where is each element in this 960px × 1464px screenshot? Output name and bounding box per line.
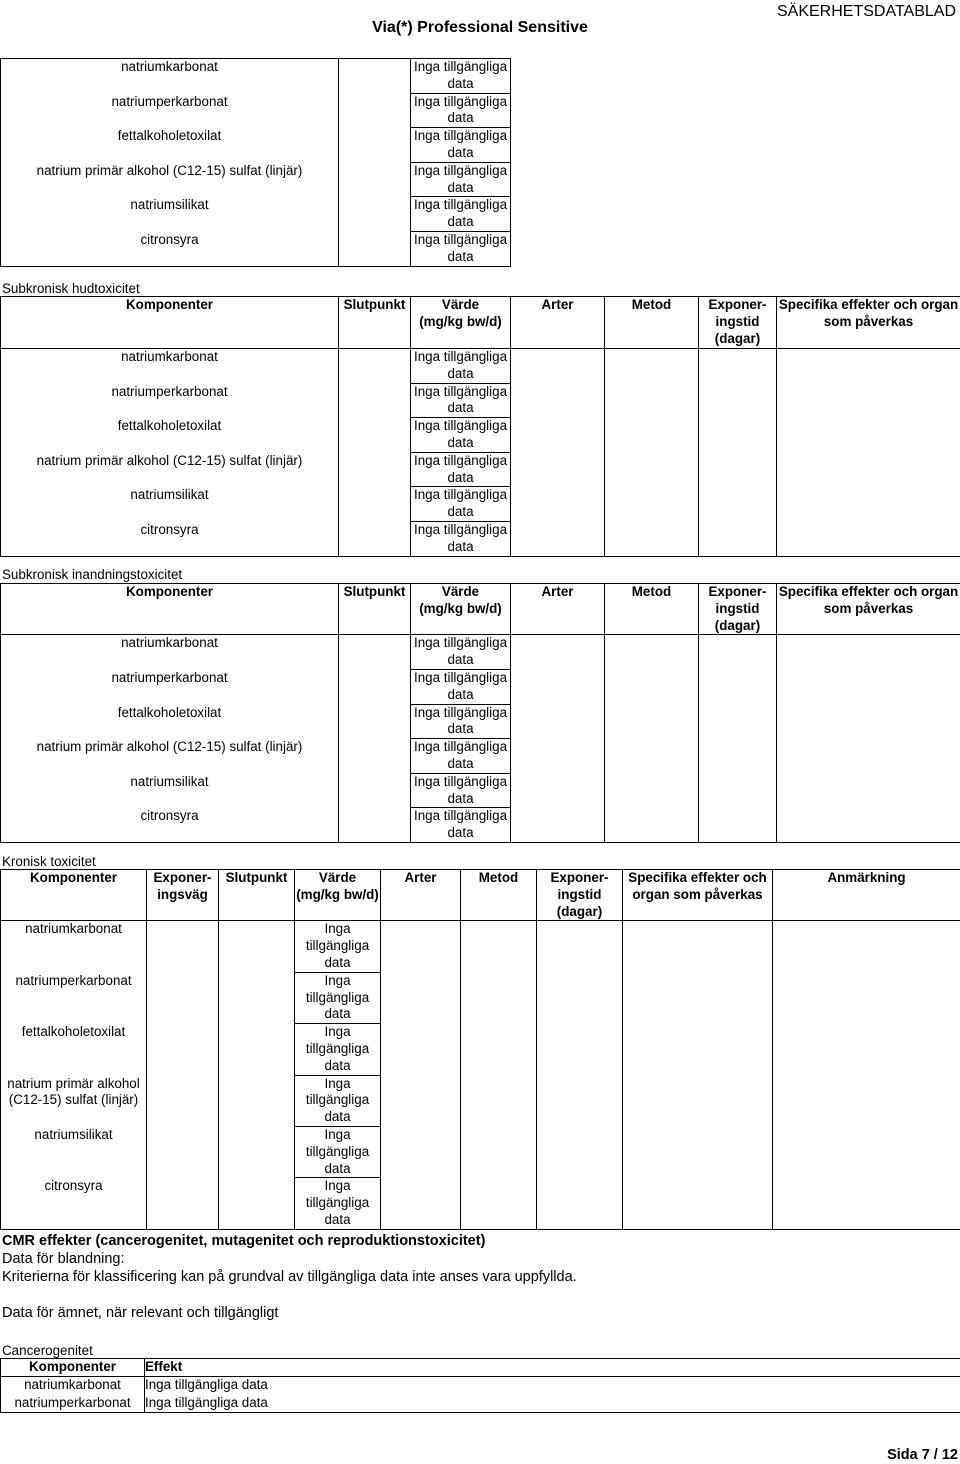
no-data-text: Inga tillgängliga — [413, 197, 508, 213]
species-cell — [381, 1075, 461, 1126]
no-data-text: data — [447, 75, 474, 91]
value-cell — [295, 921, 381, 972]
table-row — [1, 808, 960, 843]
value-cell — [411, 773, 511, 808]
method-cell — [605, 669, 699, 704]
table-row — [1, 921, 960, 972]
effects-cell — [777, 487, 960, 522]
no-data-text: Inga — [324, 921, 351, 937]
no-data-text: data — [447, 538, 474, 554]
species-cell — [511, 418, 605, 453]
no-data-text: data — [447, 686, 474, 702]
component-cell: natriumperkarbonat — [1, 1394, 145, 1412]
method-cell — [461, 921, 537, 972]
table-row — [1, 1126, 960, 1177]
table-row — [1, 521, 960, 556]
remark-cell — [773, 1178, 960, 1229]
method-cell — [605, 635, 699, 670]
no-data-text: tillgängliga — [305, 1092, 370, 1108]
component-cell: fettalkoholetoxilat — [1, 704, 339, 739]
species-cell — [511, 739, 605, 774]
value-cell — [411, 128, 511, 163]
no-data-text: Inga — [324, 1178, 351, 1194]
endpoint-cell — [339, 59, 411, 94]
no-data-text: tillgängliga — [305, 938, 370, 954]
method-cell — [605, 452, 699, 487]
cmr-heading: CMR effekter (cancerogenitet, mutagenitet och reproduktionstoxicitet) — [2, 1233, 486, 1249]
method-cell — [605, 739, 699, 774]
species-cell — [511, 704, 605, 739]
endpoint-cell — [339, 231, 411, 266]
no-data-text: data — [324, 1160, 351, 1176]
component-cell: fettalkoholetoxilat — [1, 1024, 147, 1075]
effects-cell — [623, 1126, 773, 1177]
table-row — [1, 349, 960, 384]
endpoint-cell — [339, 383, 411, 418]
no-data-text: Inga tillgängliga — [413, 231, 508, 247]
method-cell — [605, 521, 699, 556]
no-data-text: data — [447, 790, 474, 806]
component-cell: citronsyra — [1, 1178, 147, 1229]
exposure-cell — [537, 1024, 623, 1075]
value-cell — [411, 383, 511, 418]
species-cell — [511, 487, 605, 522]
no-data-text: tillgängliga — [305, 1195, 370, 1211]
no-data-text: data — [447, 469, 474, 485]
component-cell: fettalkoholetoxilat — [1, 128, 339, 163]
exposure-cell — [699, 704, 777, 739]
component-cell: natriumperkarbonat — [1, 972, 147, 1023]
component-cell: natriumkarbonat — [1, 921, 147, 972]
col-component: Komponenter — [1, 584, 339, 635]
no-data-text: Inga — [324, 1075, 351, 1091]
mixture-label: Data för blandning: — [2, 1251, 125, 1267]
component-cell: natriumsilikat — [1, 1126, 147, 1177]
effects-cell — [777, 418, 960, 453]
table-row — [1, 669, 960, 704]
remark-cell — [773, 1075, 960, 1126]
table-row — [1, 1075, 960, 1126]
carcinogenicity-table — [0, 1358, 960, 1413]
exposure-cell — [699, 349, 777, 384]
exposure-cell — [699, 487, 777, 522]
method-cell — [461, 1126, 537, 1177]
no-data-text: Inga tillgängliga — [413, 128, 508, 144]
value-cell — [411, 197, 511, 232]
endpoint-cell — [339, 128, 411, 163]
remark-cell — [773, 921, 960, 972]
col-value: Värde (mg/kg bw/d) — [295, 870, 381, 921]
endpoint-cell — [219, 972, 295, 1023]
col-route: Exponer- ingsväg — [147, 870, 219, 921]
continuation-table — [0, 58, 960, 267]
section-chronic-label: Kronisk toxicitet — [2, 854, 96, 869]
species-cell — [511, 669, 605, 704]
no-data-text: data — [447, 110, 474, 126]
col-species: Arter — [511, 297, 605, 349]
no-data-text: Inga tillgängliga — [413, 521, 508, 537]
component-cell: natriumsilikat — [1, 773, 339, 808]
table-row — [1, 704, 960, 739]
method-cell — [605, 808, 699, 843]
species-cell — [511, 808, 605, 843]
remark-cell — [773, 972, 960, 1023]
no-data-text: tillgängliga — [305, 1143, 370, 1159]
exposure-cell — [699, 808, 777, 843]
exposure-cell — [699, 418, 777, 453]
document-title: Via(*) Professional Sensitive — [372, 19, 588, 36]
table-row — [1, 1394, 960, 1412]
no-data-text: Inga tillgängliga — [413, 669, 508, 685]
endpoint-cell — [339, 773, 411, 808]
component-cell: fettalkoholetoxilat — [1, 418, 339, 453]
component-cell: natriumsilikat — [1, 487, 339, 522]
no-data-text: data — [447, 400, 474, 416]
exposure-cell — [537, 972, 623, 1023]
page-number: Sida 7 / 12 — [887, 1447, 958, 1463]
col-component: Komponenter — [1, 1359, 145, 1377]
table-row — [1, 59, 960, 94]
component-cell: natriumperkarbonat — [1, 93, 339, 128]
table-row — [1, 383, 960, 418]
empty-cell — [511, 93, 960, 128]
component-cell: natriumkarbonat — [1, 635, 339, 670]
no-data-text: Inga tillgängliga — [413, 349, 508, 364]
table-row — [1, 162, 960, 197]
species-cell — [381, 921, 461, 972]
method-cell — [461, 1024, 537, 1075]
component-cell: citronsyra — [1, 231, 339, 266]
species-cell — [381, 1178, 461, 1229]
effects-cell — [777, 521, 960, 556]
exposure-cell — [699, 669, 777, 704]
species-cell — [381, 1024, 461, 1075]
endpoint-cell — [219, 921, 295, 972]
value-cell — [411, 739, 511, 774]
value-cell — [411, 487, 511, 522]
effects-cell — [777, 452, 960, 487]
no-data-text: Inga tillgängliga — [413, 418, 508, 434]
substance-label: Data för ämnet, när relevant och tillgängligt — [2, 1305, 279, 1321]
endpoint-cell — [339, 349, 411, 384]
no-data-text: data — [447, 214, 474, 230]
value-cell — [411, 452, 511, 487]
effects-cell — [777, 383, 960, 418]
route-cell — [147, 1126, 219, 1177]
route-cell — [147, 1178, 219, 1229]
no-data-text: Inga tillgängliga — [413, 59, 508, 74]
effects-cell — [623, 921, 773, 972]
table-row — [1, 1024, 960, 1075]
value-cell — [295, 1024, 381, 1075]
table-row — [1, 197, 960, 232]
endpoint-cell — [339, 521, 411, 556]
exposure-cell — [537, 1126, 623, 1177]
col-value: Värde (mg/kg bw/d) — [411, 297, 511, 349]
endpoint-cell — [339, 418, 411, 453]
route-cell — [147, 972, 219, 1023]
no-data-text: tillgängliga — [305, 989, 370, 1005]
col-method: Metod — [461, 870, 537, 921]
carcinogenicity-label: Cancerogenitet — [2, 1343, 93, 1358]
col-effects: Specifika effekter och organ som påverkas — [623, 870, 773, 921]
no-data-text: data — [447, 248, 474, 264]
document-type: SÄKERHETSDATABLAD — [776, 3, 956, 20]
table-row — [1, 487, 960, 522]
table-row — [1, 231, 960, 266]
col-exposure: Exponer- ingstid (dagar) — [537, 870, 623, 921]
species-cell — [511, 349, 605, 384]
no-data-text: Inga tillgängliga — [413, 452, 508, 468]
exposure-cell — [537, 1178, 623, 1229]
table-row — [1, 972, 960, 1023]
no-data-text: tillgängliga — [305, 1040, 370, 1056]
col-species: Arter — [511, 584, 605, 635]
component-cell: natriumkarbonat — [1, 1376, 145, 1394]
method-cell — [605, 418, 699, 453]
species-cell — [511, 635, 605, 670]
component-cell: citronsyra — [1, 808, 339, 843]
endpoint-cell — [219, 1126, 295, 1177]
endpoint-cell — [339, 452, 411, 487]
component-cell: natriumperkarbonat — [1, 383, 339, 418]
component-cell: natriumsilikat — [1, 197, 339, 232]
value-cell — [411, 669, 511, 704]
endpoint-cell — [339, 162, 411, 197]
value-cell — [295, 972, 381, 1023]
col-exposure: Exponer- ingstid (dagar) — [699, 297, 777, 349]
no-data-text: data — [324, 1057, 351, 1073]
col-method: Metod — [605, 584, 699, 635]
effects-cell — [777, 349, 960, 384]
no-data-text: data — [447, 434, 474, 450]
exposure-cell — [699, 452, 777, 487]
exposure-cell — [699, 635, 777, 670]
value-cell — [295, 1075, 381, 1126]
endpoint-cell — [339, 197, 411, 232]
no-data-text: data — [447, 365, 474, 381]
endpoint-cell — [219, 1178, 295, 1229]
effects-cell — [623, 1024, 773, 1075]
method-cell — [461, 1075, 537, 1126]
method-cell — [605, 704, 699, 739]
dermal-toxicity-table — [0, 296, 960, 557]
col-effect: Effekt — [145, 1359, 960, 1377]
endpoint-cell — [219, 1024, 295, 1075]
no-data-text: data — [447, 144, 474, 160]
section-inhalation-label: Subkronisk inandningstoxicitet — [2, 567, 183, 582]
inhalation-toxicity-table — [0, 583, 960, 843]
exposure-cell — [537, 921, 623, 972]
route-cell — [147, 1075, 219, 1126]
no-data-text: Inga — [324, 1126, 351, 1142]
col-endpoint: Slutpunkt — [219, 870, 295, 921]
empty-cell — [511, 197, 960, 232]
component-cell: natriumkarbonat — [1, 349, 339, 384]
exposure-cell — [699, 521, 777, 556]
endpoint-cell — [339, 739, 411, 774]
no-data-text: data — [447, 179, 474, 195]
col-species: Arter — [381, 870, 461, 921]
exposure-cell — [699, 739, 777, 774]
col-effects: Specifika effekter och organ som påverkas — [777, 297, 960, 349]
endpoint-cell — [339, 669, 411, 704]
table-row — [1, 452, 960, 487]
effect-cell: Inga tillgängliga data — [145, 1376, 960, 1394]
no-data-text: data — [447, 652, 474, 668]
no-data-text: data — [447, 504, 474, 520]
table-row — [1, 128, 960, 163]
value-cell — [411, 349, 511, 384]
no-data-text: data — [324, 1211, 351, 1227]
species-cell — [511, 521, 605, 556]
table-row — [1, 1376, 960, 1394]
col-component: Komponenter — [1, 297, 339, 349]
endpoint-cell — [339, 635, 411, 670]
remark-cell — [773, 1126, 960, 1177]
col-endpoint: Slutpunkt — [339, 297, 411, 349]
effects-cell — [777, 739, 960, 774]
species-cell — [511, 452, 605, 487]
species-cell — [511, 773, 605, 808]
no-data-text: data — [447, 825, 474, 841]
species-cell — [511, 383, 605, 418]
component-cell: natriumperkarbonat — [1, 669, 339, 704]
method-cell — [461, 972, 537, 1023]
component-cell: natrium primär alkohol (C12-15) sulfat (linjär) — [1, 739, 339, 774]
table-row — [1, 773, 960, 808]
method-cell — [461, 1178, 537, 1229]
col-exposure: Exponer- ingstid (dagar) — [699, 584, 777, 635]
no-data-text: Inga tillgängliga — [413, 93, 508, 109]
exposure-cell — [699, 773, 777, 808]
effects-cell — [777, 773, 960, 808]
no-data-text: Inga tillgängliga — [413, 383, 508, 399]
value-cell — [411, 162, 511, 197]
col-remark: Anmärkning — [773, 870, 960, 921]
value-cell — [411, 59, 511, 94]
exposure-cell — [537, 1075, 623, 1126]
component-cell: natriumkarbonat — [1, 59, 339, 94]
remark-cell — [773, 1024, 960, 1075]
col-value: Värde (mg/kg bw/d) — [411, 584, 511, 635]
table-row — [1, 418, 960, 453]
no-data-text: Inga — [324, 1024, 351, 1040]
no-data-text: Inga tillgängliga — [413, 704, 508, 720]
table-row — [1, 739, 960, 774]
no-data-text: Inga tillgängliga — [413, 635, 508, 651]
value-cell — [411, 418, 511, 453]
value-cell — [411, 635, 511, 670]
component-cell: citronsyra — [1, 521, 339, 556]
table-row — [1, 1178, 960, 1229]
empty-cell — [511, 128, 960, 163]
chronic-toxicity-table — [0, 869, 960, 1230]
no-data-text: data — [447, 755, 474, 771]
col-method: Metod — [605, 297, 699, 349]
mixture-text: Kriterierna för klassificering kan på grundval av tillgängliga data inte anses vara uppfyllda. — [2, 1269, 577, 1285]
no-data-text: data — [324, 1006, 351, 1022]
section-dermal-label: Subkronisk hudtoxicitet — [2, 281, 140, 296]
species-cell — [381, 1126, 461, 1177]
component-cell: natrium primär alkohol (C12-15) sulfat (linjär) — [1, 452, 339, 487]
no-data-text: Inga tillgängliga — [413, 487, 508, 503]
empty-cell — [511, 162, 960, 197]
effects-cell — [777, 808, 960, 843]
no-data-text: data — [447, 721, 474, 737]
effects-cell — [777, 635, 960, 670]
effects-cell — [623, 972, 773, 1023]
method-cell — [605, 383, 699, 418]
species-cell — [381, 972, 461, 1023]
exposure-cell — [699, 383, 777, 418]
no-data-text: Inga — [324, 972, 351, 988]
col-component: Komponenter — [1, 870, 147, 921]
value-cell — [411, 93, 511, 128]
value-cell — [295, 1126, 381, 1177]
value-cell — [295, 1178, 381, 1229]
effect-cell: Inga tillgängliga data — [145, 1394, 960, 1412]
no-data-text: Inga tillgängliga — [413, 162, 508, 178]
value-cell — [411, 704, 511, 739]
no-data-text: data — [324, 1109, 351, 1125]
endpoint-cell — [339, 808, 411, 843]
endpoint-cell — [339, 487, 411, 522]
route-cell — [147, 1024, 219, 1075]
component-cell: natrium primär alkohol (C12-15) sulfat (linjär) — [1, 162, 339, 197]
effects-cell — [623, 1075, 773, 1126]
endpoint-cell — [339, 704, 411, 739]
method-cell — [605, 773, 699, 808]
table-row — [1, 635, 960, 670]
empty-cell — [511, 59, 960, 94]
value-cell — [411, 808, 511, 843]
col-endpoint: Slutpunkt — [339, 584, 411, 635]
component-cell: natrium primär alkohol (C12-15) sulfat (linjär) — [1, 1075, 147, 1126]
no-data-text: data — [324, 954, 351, 970]
method-cell — [605, 349, 699, 384]
no-data-text: Inga tillgängliga — [413, 773, 508, 789]
effects-cell — [777, 669, 960, 704]
effects-cell — [623, 1178, 773, 1229]
empty-cell — [511, 231, 960, 266]
no-data-text: Inga tillgängliga — [413, 808, 508, 824]
value-cell — [411, 521, 511, 556]
no-data-text: Inga tillgängliga — [413, 739, 508, 755]
endpoint-cell — [339, 93, 411, 128]
table-row — [1, 93, 960, 128]
col-effects: Specifika effekter och organ som påverkas — [777, 584, 960, 635]
value-cell — [411, 231, 511, 266]
route-cell — [147, 921, 219, 972]
method-cell — [605, 487, 699, 522]
effects-cell — [777, 704, 960, 739]
endpoint-cell — [219, 1075, 295, 1126]
